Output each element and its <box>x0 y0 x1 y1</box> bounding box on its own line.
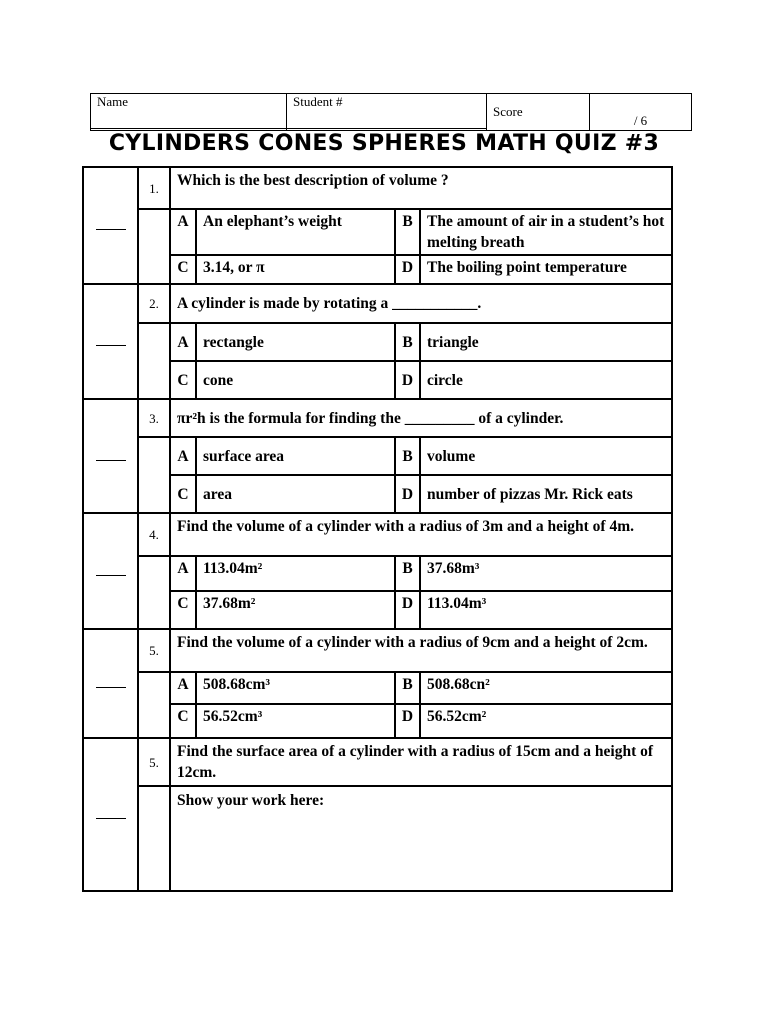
option-row <box>83 361 672 399</box>
student-number-label: Student # <box>287 94 487 129</box>
answer-line <box>96 459 126 461</box>
option-text[interactable]: An elephant’s weight <box>196 209 395 255</box>
answer-line <box>96 686 126 688</box>
option-text[interactable]: 37.68m² <box>196 591 395 629</box>
option-text[interactable]: rectangle <box>196 323 395 361</box>
option-row <box>83 437 672 475</box>
answer-line <box>96 574 126 576</box>
answer-blank[interactable] <box>83 513 138 629</box>
option-text[interactable]: surface area <box>196 437 395 475</box>
header-table <box>90 93 692 131</box>
option-text[interactable]: area <box>196 475 395 513</box>
option-row <box>83 704 672 738</box>
question-row <box>83 167 672 209</box>
answer-line <box>96 228 126 230</box>
option-letter: B <box>395 556 420 591</box>
option-text[interactable]: cone <box>196 361 395 399</box>
option-letter: C <box>170 255 196 284</box>
option-text[interactable]: 508.68cm³ <box>196 672 395 704</box>
option-text[interactable]: The amount of air in a student’s hot melting breath <box>420 209 672 255</box>
option-letter: C <box>170 704 196 738</box>
work-area[interactable]: Show your work here: <box>170 786 672 891</box>
question-number: 1. <box>138 167 170 209</box>
option-row <box>83 255 672 284</box>
option-letter: A <box>170 209 196 255</box>
option-text[interactable]: 56.52cm³ <box>196 704 395 738</box>
option-row <box>83 475 672 513</box>
answer-blank[interactable] <box>83 167 138 284</box>
option-text[interactable]: The boiling point temperature <box>420 255 672 284</box>
option-text[interactable]: circle <box>420 361 672 399</box>
question-number: 2. <box>138 284 170 323</box>
option-letter: D <box>395 255 420 284</box>
option-text[interactable]: 113.04m² <box>196 556 395 591</box>
option-letter: C <box>170 591 196 629</box>
answer-blank[interactable] <box>83 399 138 513</box>
option-text[interactable]: 113.04m³ <box>420 591 672 629</box>
answer-blank[interactable] <box>83 284 138 399</box>
option-letter: B <box>395 437 420 475</box>
option-letter: A <box>170 556 196 591</box>
option-text[interactable]: 3.14, or π <box>196 255 395 284</box>
question-number: 5. <box>138 738 170 786</box>
question-row <box>83 284 672 323</box>
question-text: Find the volume of a cylinder with a radius of 9cm and a height of 2cm. <box>170 629 672 672</box>
question-text: Find the volume of a cylinder with a radius of 3m and a height of 4m. <box>170 513 672 556</box>
answer-line <box>96 817 126 819</box>
option-letter: B <box>395 672 420 704</box>
option-letter: A <box>170 323 196 361</box>
question-number: 3. <box>138 399 170 437</box>
option-text[interactable]: 508.68cn² <box>420 672 672 704</box>
option-text[interactable]: 56.52cm² <box>420 704 672 738</box>
option-row <box>83 672 672 704</box>
name-label: Name <box>91 94 287 129</box>
question-row <box>83 399 672 437</box>
option-letter: C <box>170 361 196 399</box>
option-letter: A <box>170 672 196 704</box>
question-number: 4. <box>138 513 170 556</box>
option-text[interactable]: volume <box>420 437 672 475</box>
question-row <box>83 629 672 672</box>
question-text: A cylinder is made by rotating a ___________. <box>170 284 672 323</box>
option-text[interactable]: 37.68m³ <box>420 556 672 591</box>
answer-line <box>96 344 126 346</box>
answer-blank[interactable] <box>83 738 138 891</box>
option-letter: A <box>170 437 196 475</box>
question-row <box>83 738 672 786</box>
question-text: Find the surface area of a cylinder with a radius of 15cm and a height of 12cm. <box>170 738 672 786</box>
score-label: Score <box>487 94 590 131</box>
question-text: Which is the best description of volume ? <box>170 167 672 209</box>
option-row <box>83 556 672 591</box>
option-letter: D <box>395 475 420 513</box>
option-letter: D <box>395 704 420 738</box>
question-number: 5. <box>138 629 170 672</box>
work-row <box>83 786 672 891</box>
option-letter: B <box>395 323 420 361</box>
answer-blank[interactable] <box>83 629 138 738</box>
score-total: / 6 <box>590 94 692 131</box>
option-letter: C <box>170 475 196 513</box>
question-text: πr²h is the formula for finding the _________ of a cylinder. <box>170 399 672 437</box>
question-row <box>83 513 672 556</box>
option-letter: D <box>395 591 420 629</box>
quiz-table <box>82 166 673 892</box>
option-text[interactable]: triangle <box>420 323 672 361</box>
option-letter: D <box>395 361 420 399</box>
option-row <box>83 323 672 361</box>
option-letter: B <box>395 209 420 255</box>
option-row <box>83 209 672 255</box>
option-row <box>83 591 672 629</box>
quiz-title: CYLINDERS CONES SPHERES MATH QUIZ #3 <box>108 131 660 156</box>
option-text[interactable]: number of pizzas Mr. Rick eats <box>420 475 672 513</box>
